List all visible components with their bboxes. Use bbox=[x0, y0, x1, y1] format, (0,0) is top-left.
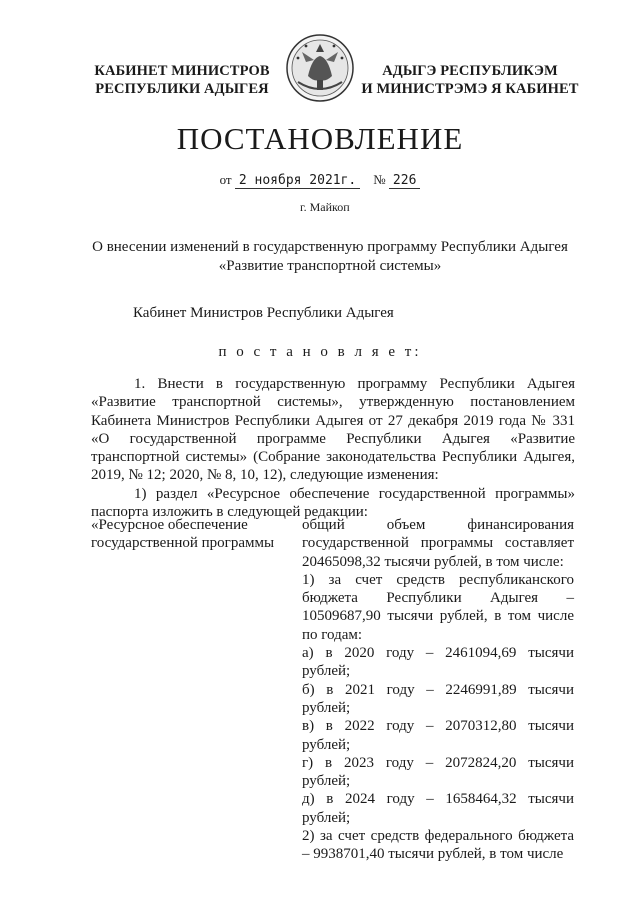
document-subject bbox=[60, 238, 600, 276]
document-number: 226 bbox=[389, 173, 420, 189]
table-right-line: в) в 2022 году – 2070312,80 тысячи рублей; bbox=[302, 718, 574, 753]
paragraph-2: 1) раздел «Ресурсное обеспечение государственной программы» паспорта изложить в следующей редакции: bbox=[91, 485, 575, 521]
issuer-adyghe-line2: И МИНИСТРЭМЭ Я КАБИНЕТ bbox=[361, 81, 579, 97]
table-right-line: а) в 2020 году – 2461094,69 тысячи рублей; bbox=[302, 645, 574, 680]
date-prefix: от bbox=[219, 172, 232, 187]
table-left-cell: «Ресурсное обеспечение государственной программы bbox=[91, 517, 275, 552]
number-prefix: № bbox=[373, 172, 386, 187]
city: г. Майкоп bbox=[300, 200, 350, 214]
issuing-body: Кабинет Министров Республики Адыгея bbox=[133, 305, 394, 321]
resolves-word: п о с т а н о в л я е т: bbox=[218, 344, 422, 360]
table-right-line: 1) за счет средств республиканского бюджета Республики Адыгея – 10509687,90 тысячи рублей, в том числе по годам: bbox=[302, 571, 574, 643]
table-right-line: г) в 2023 году – 2072824,20 тысячи рублей; bbox=[302, 754, 574, 790]
table-right-cell bbox=[302, 516, 574, 864]
issuer-adyghe-line1: АДЫГЭ РЕСПУБЛИКЭМ bbox=[382, 63, 558, 79]
table-right-line: 2) за счет средств федерального бюджета – 9938701,40 тысячи рублей, в том числе bbox=[302, 828, 574, 863]
document-date: 2 ноября 2021г. bbox=[235, 173, 360, 189]
issuer-russian bbox=[92, 62, 272, 98]
coat-of-arms-icon bbox=[284, 30, 356, 104]
date-number-line bbox=[0, 172, 640, 188]
subject-line2: «Развитие транспортной системы» bbox=[218, 258, 442, 274]
table-right-line: общий объем финансирования государственной программы составляет 20465098,32 тысячи рублей, в том числе: bbox=[302, 517, 574, 570]
body-text bbox=[91, 375, 575, 521]
issuer-russian-line1: КАБИНЕТ МИНИСТРОВ bbox=[94, 63, 270, 79]
document-title: ПОСТАНОВЛЕНИЕ bbox=[176, 121, 464, 156]
issuer-adyghe bbox=[360, 62, 580, 98]
issuer-russian-line2: РЕСПУБЛИКИ АДЫГЕЯ bbox=[95, 81, 269, 97]
table-right-line: д) в 2024 году – 1658464,32 тысячи рублей; bbox=[302, 791, 574, 826]
subject-line1: О внесении изменений в государственную программу Республики Адыгея bbox=[92, 239, 568, 255]
paragraph-1: 1. Внести в государственную программу Республики Адыгея «Развитие транспортной системы», утвержденную постановлением Кабинета Министров Республики Адыгея от 27 декабря 2019 года № 331 «О государственной программе Республики Адыгея «Развитие транспортной системы» (Собрание законодательства Республики Адыгея, 2019, № 12; 2020, № 8, 10, 12), следующие изменения: bbox=[91, 376, 575, 484]
table-right-line: б) в 2021 году – 2246991,89 тысячи рублей; bbox=[302, 681, 574, 716]
